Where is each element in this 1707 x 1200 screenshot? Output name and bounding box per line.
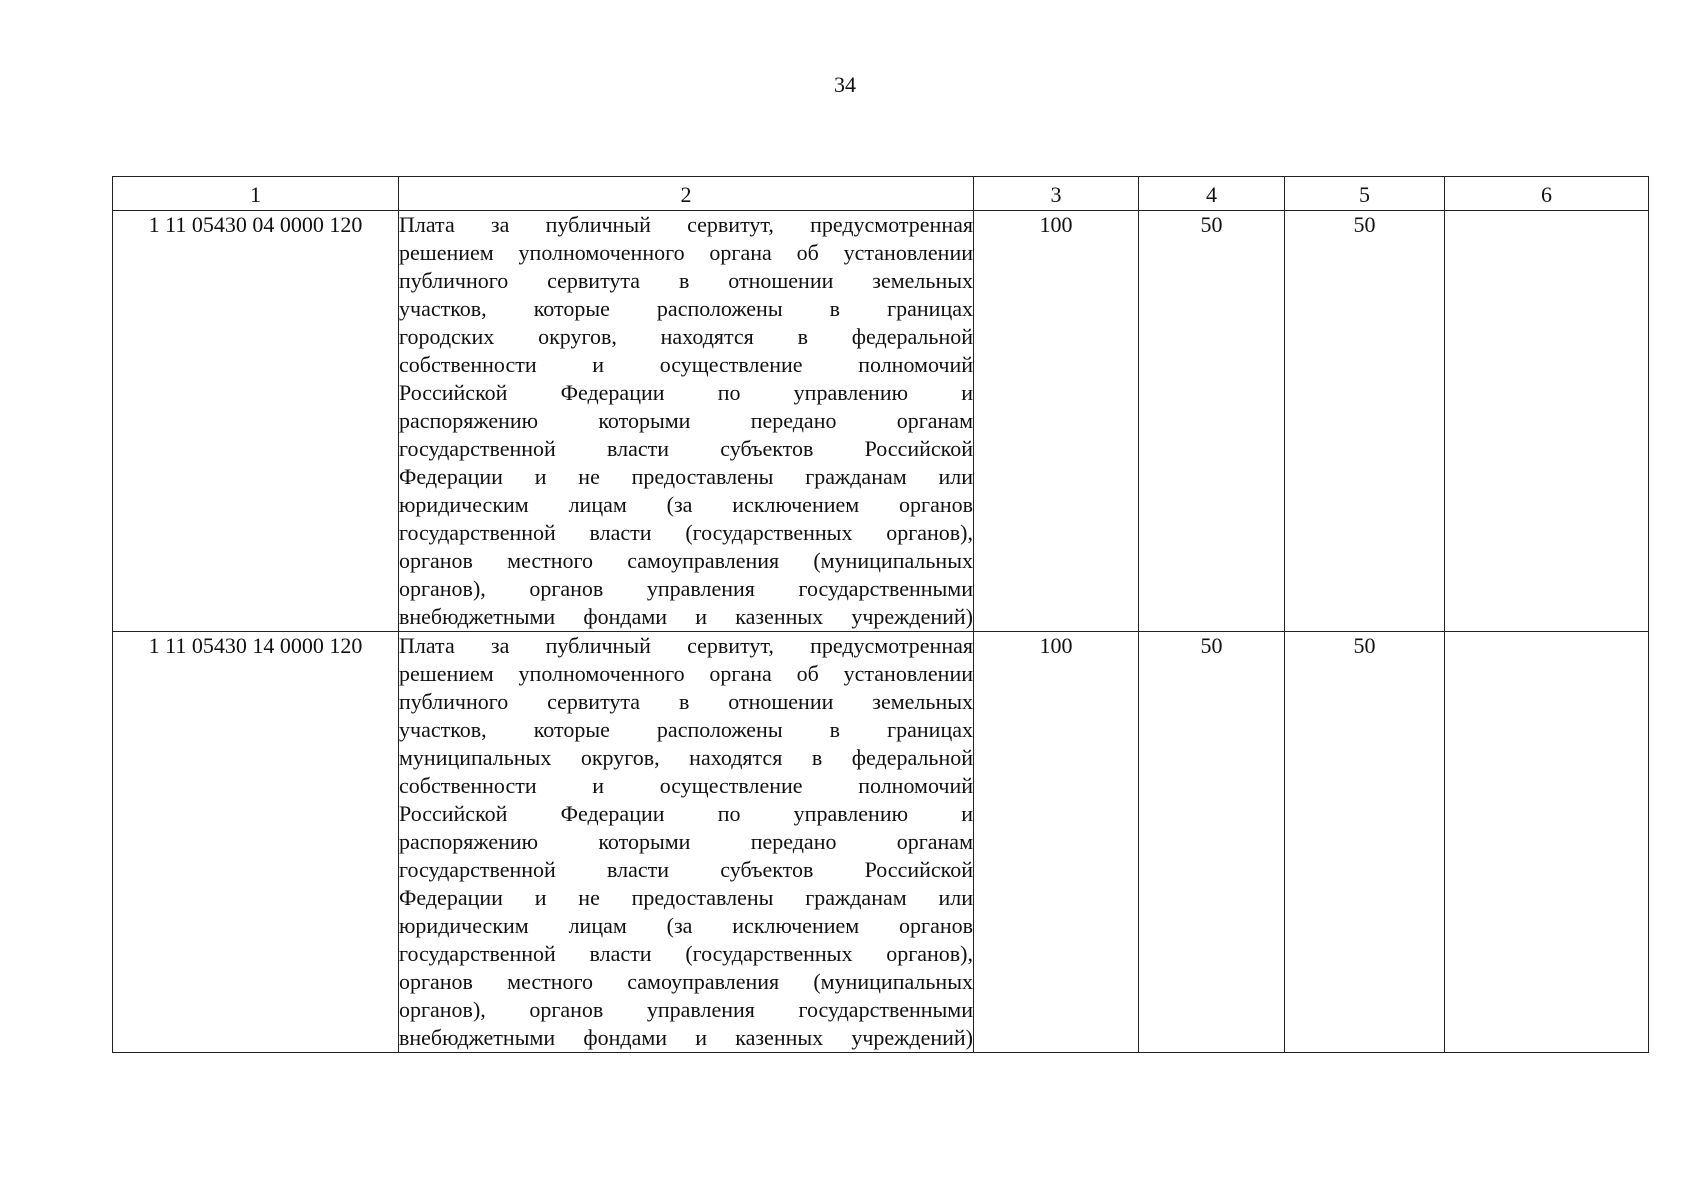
value-cell-col3 [974,632,1139,1053]
description-line: распоряжению которыми передано органам [399,408,973,433]
value-col5: 50 [1353,633,1376,658]
value-cell-col5 [1285,632,1445,1053]
description-line: публичного сервитута в отношении земельных [399,268,973,293]
description-line: участков, которые расположены в границах [399,296,973,321]
description-line: решением уполномоченного органа об установлении [399,240,973,265]
income-description-cell [399,632,974,1053]
description-line: Российской Федерации по управлению и [399,380,973,405]
column-header-5: 5 [1285,177,1445,211]
description-line: Федерации и не предоставлены гражданам или [399,464,973,489]
description-line: юридическим лицам (за исключением органов [399,492,973,517]
column-header-2: 2 [399,177,974,211]
value-col3: 100 [1039,212,1073,237]
description-line: государственной власти субъектов Российской [399,436,973,461]
header-row [113,177,1649,211]
description-line: органов), органов управления государственными [399,997,973,1022]
income-code-cell: 1 11 05430 04 0000 120 [113,211,399,632]
value-col4: 50 [1200,212,1223,237]
value-cell-col5 [1285,211,1445,632]
description-line: органов местного самоуправления (муниципальных [399,969,973,994]
value-cell-col4 [1139,632,1285,1053]
income-code-cell: 1 11 05430 14 0000 120 [113,632,399,1053]
description-line: Плата за публичный сервитут, предусмотренная [399,633,973,658]
income-description-cell [399,211,974,632]
description-line: органов), органов управления государственными [399,576,973,601]
description-line: органов местного самоуправления (муниципальных [399,548,973,573]
value-cell-col6 [1445,211,1649,632]
value-col4: 50 [1200,633,1223,658]
description-line: собственности и осуществление полномочий [399,773,973,798]
description-line: Российской Федерации по управлению и [399,801,973,826]
page-number: 34 [834,72,856,97]
value-col5: 50 [1353,212,1376,237]
description-line: распоряжению которыми передано органам [399,829,973,854]
description-line: Федерации и не предоставлены гражданам или [399,885,973,910]
value-cell-col6 [1445,632,1649,1053]
description-line: государственной власти (государственных органов), [399,941,973,966]
column-header-4: 4 [1139,177,1285,211]
description-line: городских округов, находятся в федеральной [399,324,973,349]
table-row [113,632,1649,1053]
value-cell-col3 [974,211,1139,632]
description-line: муниципальных округов, находятся в федеральной [399,745,973,770]
description-line: государственной власти субъектов Российской [399,857,973,882]
column-header-1: 1 [113,177,399,211]
description-line: собственности и осуществление полномочий [399,352,973,377]
description-line: внебюджетными фондами и казенных учреждений) [399,1025,973,1050]
description-line: юридическим лицам (за исключением органов [399,913,973,938]
table-row [113,211,1649,632]
description-line: внебюджетными фондами и казенных учреждений) [399,604,973,629]
value-col3: 100 [1039,633,1073,658]
value-cell-col4 [1139,211,1285,632]
description-line: государственной власти (государственных органов), [399,520,973,545]
budget-table [112,176,1649,1053]
column-header-3: 3 [974,177,1139,211]
description-line: Плата за публичный сервитут, предусмотренная [399,212,973,237]
description-line: решением уполномоченного органа об установлении [399,661,973,686]
description-line: участков, которые расположены в границах [399,717,973,742]
description-line: публичного сервитута в отношении земельных [399,689,973,714]
column-header-6: 6 [1445,177,1649,211]
